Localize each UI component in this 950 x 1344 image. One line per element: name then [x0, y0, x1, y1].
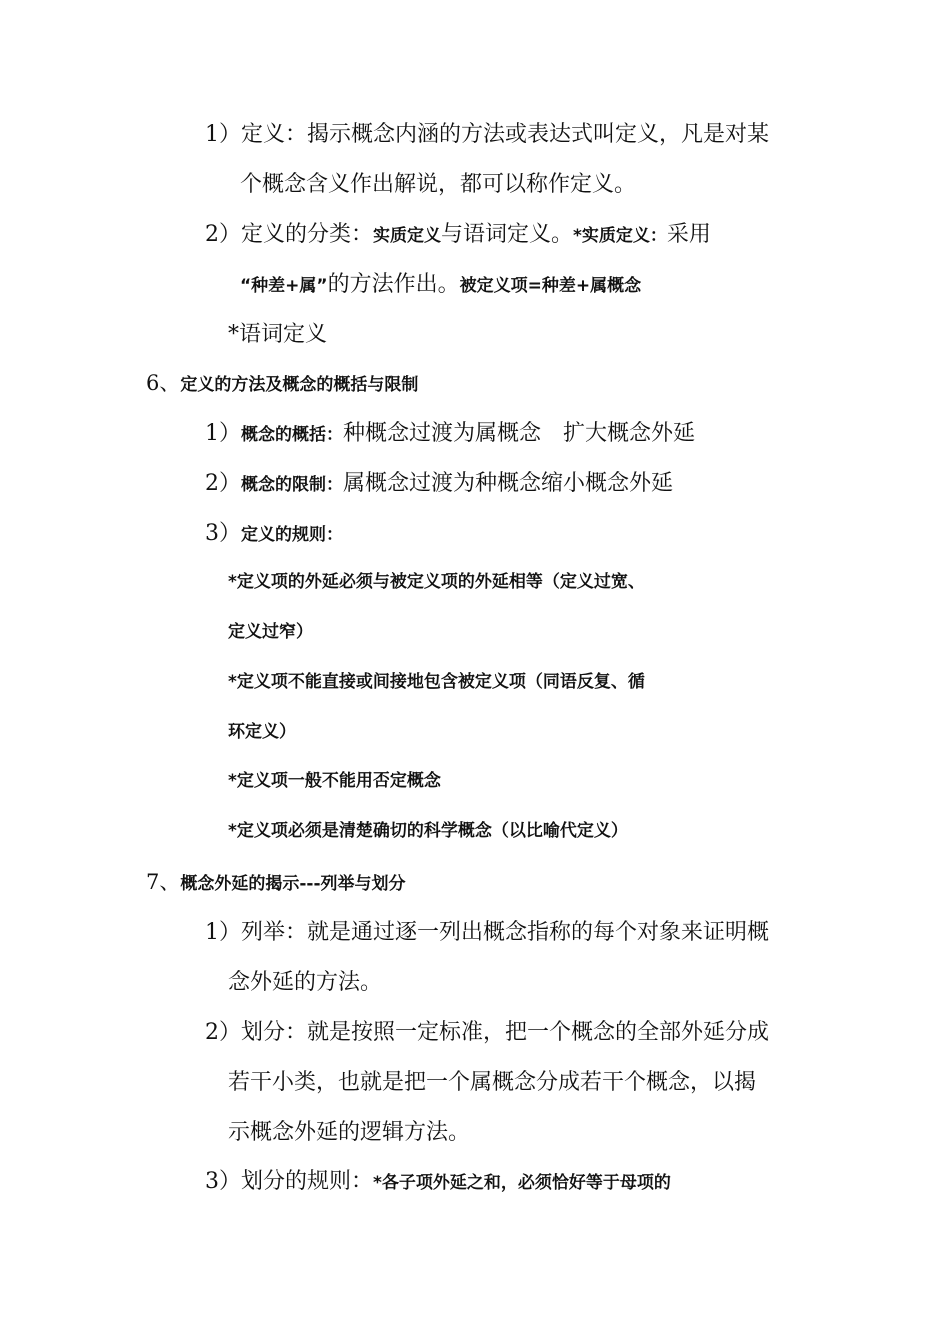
restriction-term: 概念的限制：	[241, 475, 343, 495]
rule-1-line-1: *定义项的外延必须与被定义项的外延相等（定义过宽、	[228, 572, 645, 592]
definition-rules-line	[205, 523, 343, 545]
section-6-number: 6、	[146, 371, 181, 395]
item-number: 1）	[205, 421, 241, 446]
restriction-text: 属概念过渡为种概念缩小概念外延	[343, 471, 674, 496]
division-line-3: 示概念外延的逻辑方法。	[228, 1120, 471, 1145]
enumeration-line-1: 1）列举：就是通过逐一列出概念指称的每个对象来证明概	[205, 920, 769, 945]
genus-differentia-line	[240, 274, 641, 296]
generalization-text: 种概念过渡为属概念 扩大概念外延	[343, 421, 696, 446]
restriction-line	[205, 473, 673, 495]
division-line-1: 2）划分：就是按照一定标准，把一个概念的全部外延分成	[205, 1020, 769, 1045]
substantive-definition-term: 实质定义	[373, 226, 441, 246]
rule-3: *定义项一般不能用否定概念	[228, 771, 441, 791]
method-text: 的方法作出。	[327, 272, 460, 297]
item-number: 3）	[205, 521, 241, 546]
division-rule-1: *各子项外延之和，必须恰好等于母项的	[373, 1173, 671, 1193]
definiendum-formula: 被定义项=种差+属概念	[459, 276, 642, 296]
section-7-heading	[146, 872, 406, 893]
rule-2-line-1: *定义项不能直接或间接地包含被定义项（同语反复、循	[228, 672, 645, 692]
generalization-line	[205, 423, 695, 445]
verbal-definition-text: 与语词定义。	[441, 222, 574, 247]
division-rules-line	[205, 1171, 671, 1193]
section-7-number: 7、	[146, 870, 181, 894]
section-7-title: 概念外延的揭示---列举与划分	[180, 874, 406, 894]
division-rules-label: 3）划分的规则：	[205, 1169, 373, 1194]
substantive-definition-note: *实质定义：	[573, 226, 667, 246]
definition-line-1: 1）定义：揭示概念内涵的方法或表达式叫定义，凡是对某	[205, 122, 769, 147]
item-number: 2）	[205, 471, 241, 496]
generalization-term: 概念的概括：	[241, 425, 343, 445]
rule-2-line-2: 环定义）	[228, 722, 296, 742]
rule-4: *定义项必须是清楚确切的科学概念（以比喻代定义）	[228, 821, 628, 841]
types-label: 2）定义的分类：	[205, 222, 373, 247]
division-line-2: 若干小类，也就是把一个属概念分成若干个概念，以揭	[228, 1070, 757, 1095]
rule-1-line-2: 定义过窄）	[228, 622, 313, 642]
section-6-heading	[146, 373, 418, 394]
adopt-text: 采用	[666, 222, 711, 247]
genus-differentia-term: “种差+属”	[240, 276, 328, 296]
verbal-definition-line: *语词定义	[228, 322, 328, 347]
definition-rules-term: 定义的规则：	[241, 525, 343, 545]
definition-types-line	[205, 224, 711, 246]
enumeration-line-2: 念外延的方法。	[228, 970, 383, 995]
definition-line-2: 个概念含义作出解说，都可以称作定义。	[240, 172, 637, 197]
section-6-title: 定义的方法及概念的概括与限制	[180, 375, 419, 395]
